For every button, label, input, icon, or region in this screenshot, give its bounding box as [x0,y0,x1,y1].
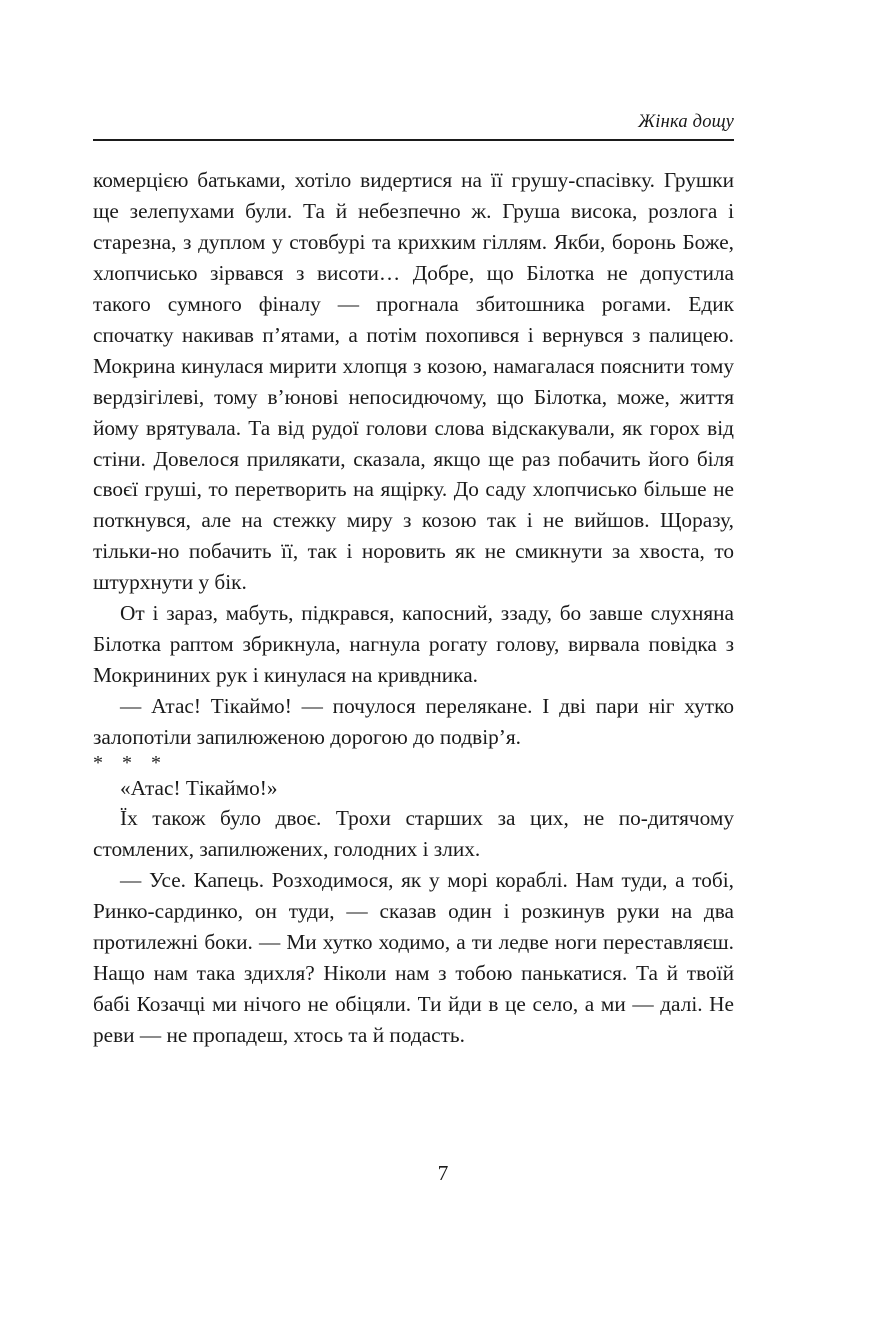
page-content-column [93,112,734,1051]
running-head-rule [93,139,734,141]
paragraph: От і зараз, мабуть, підкрався, капосний, ззаду, бо завше слухняна Білотка раптом збрикнула, нагнула рогату голову, вирвала повідка з Мокрининих рук і кинулася на кривдника. [93,601,734,687]
scene-break-separator: * * * [93,751,168,774]
paragraph-quote: «Атас! Тікаймо!» [120,775,278,800]
paragraph-dialogue: — Атас! Тікаймо! — почулося перелякане. І дві пари ніг хутко залопотіли запилюженою дорогою до подвір’я. [93,693,734,749]
running-head-title: Жінка дощу [638,112,734,132]
body-text-block [93,165,734,1050]
paragraph-dialogue: — Усе. Капець. Розходимося, як у морі кораблі. Нам туди, а тобі, Ринко-сардинко, он туди, — сказав один і розкинув руки на два протилежні боки. — Ми хутко ходимо, а ти ледве ноги переставляєш. Нащо нам така здихля? Ніколи нам з тобою панькатися. Та й твоїй бабі Козачці ми нічого не обіцяли. Ти йди в це село, а ми — далі. Не реви — не пропадеш, хтось та й подасть. [93,868,734,1047]
paragraph-continued: комерцією батьками, хотіло видертися на її грушу-спасівку. Грушки ще зелепухами були. Та й небезпечно ж. Груша висока, розлога і старезна, з дуплом у стовбурі та крихким гіллям. Якби, боронь Боже, хлопчисько зірвався з висоти… Добре, що Білотка не допустила такого сумного фіналу — прогнала збитошника рогами. Едик спочатку накивав п’ятами, а потім похопився і вернувся з палицею. Мокрина кинулася мирити хлопця з козою, намагалася пояснити тому вердзігілеві, тому в’юнові непосидючому, що Білотка, може, життя йому врятувала. Та від рудої голови слова відскакували, як горох від стіни. Довелося прилякати, сказала, якщо ще раз побачить його біля своєї груші, то перетворить на ящірку. До саду хлопчисько більше не поткнувся, але на стежку миру з козою так і не вийшов. Щоразу, тільки-но побачить її, так і норовить як не смикнути за хвоста, то штурхнути у бік. [93,168,734,595]
paragraph: Їх також було двоє. Трохи старших за цих, не по-дитячому стомлених, запилюжених, голодних і злих. [93,806,734,862]
page-number: 7 [437,1161,449,1185]
